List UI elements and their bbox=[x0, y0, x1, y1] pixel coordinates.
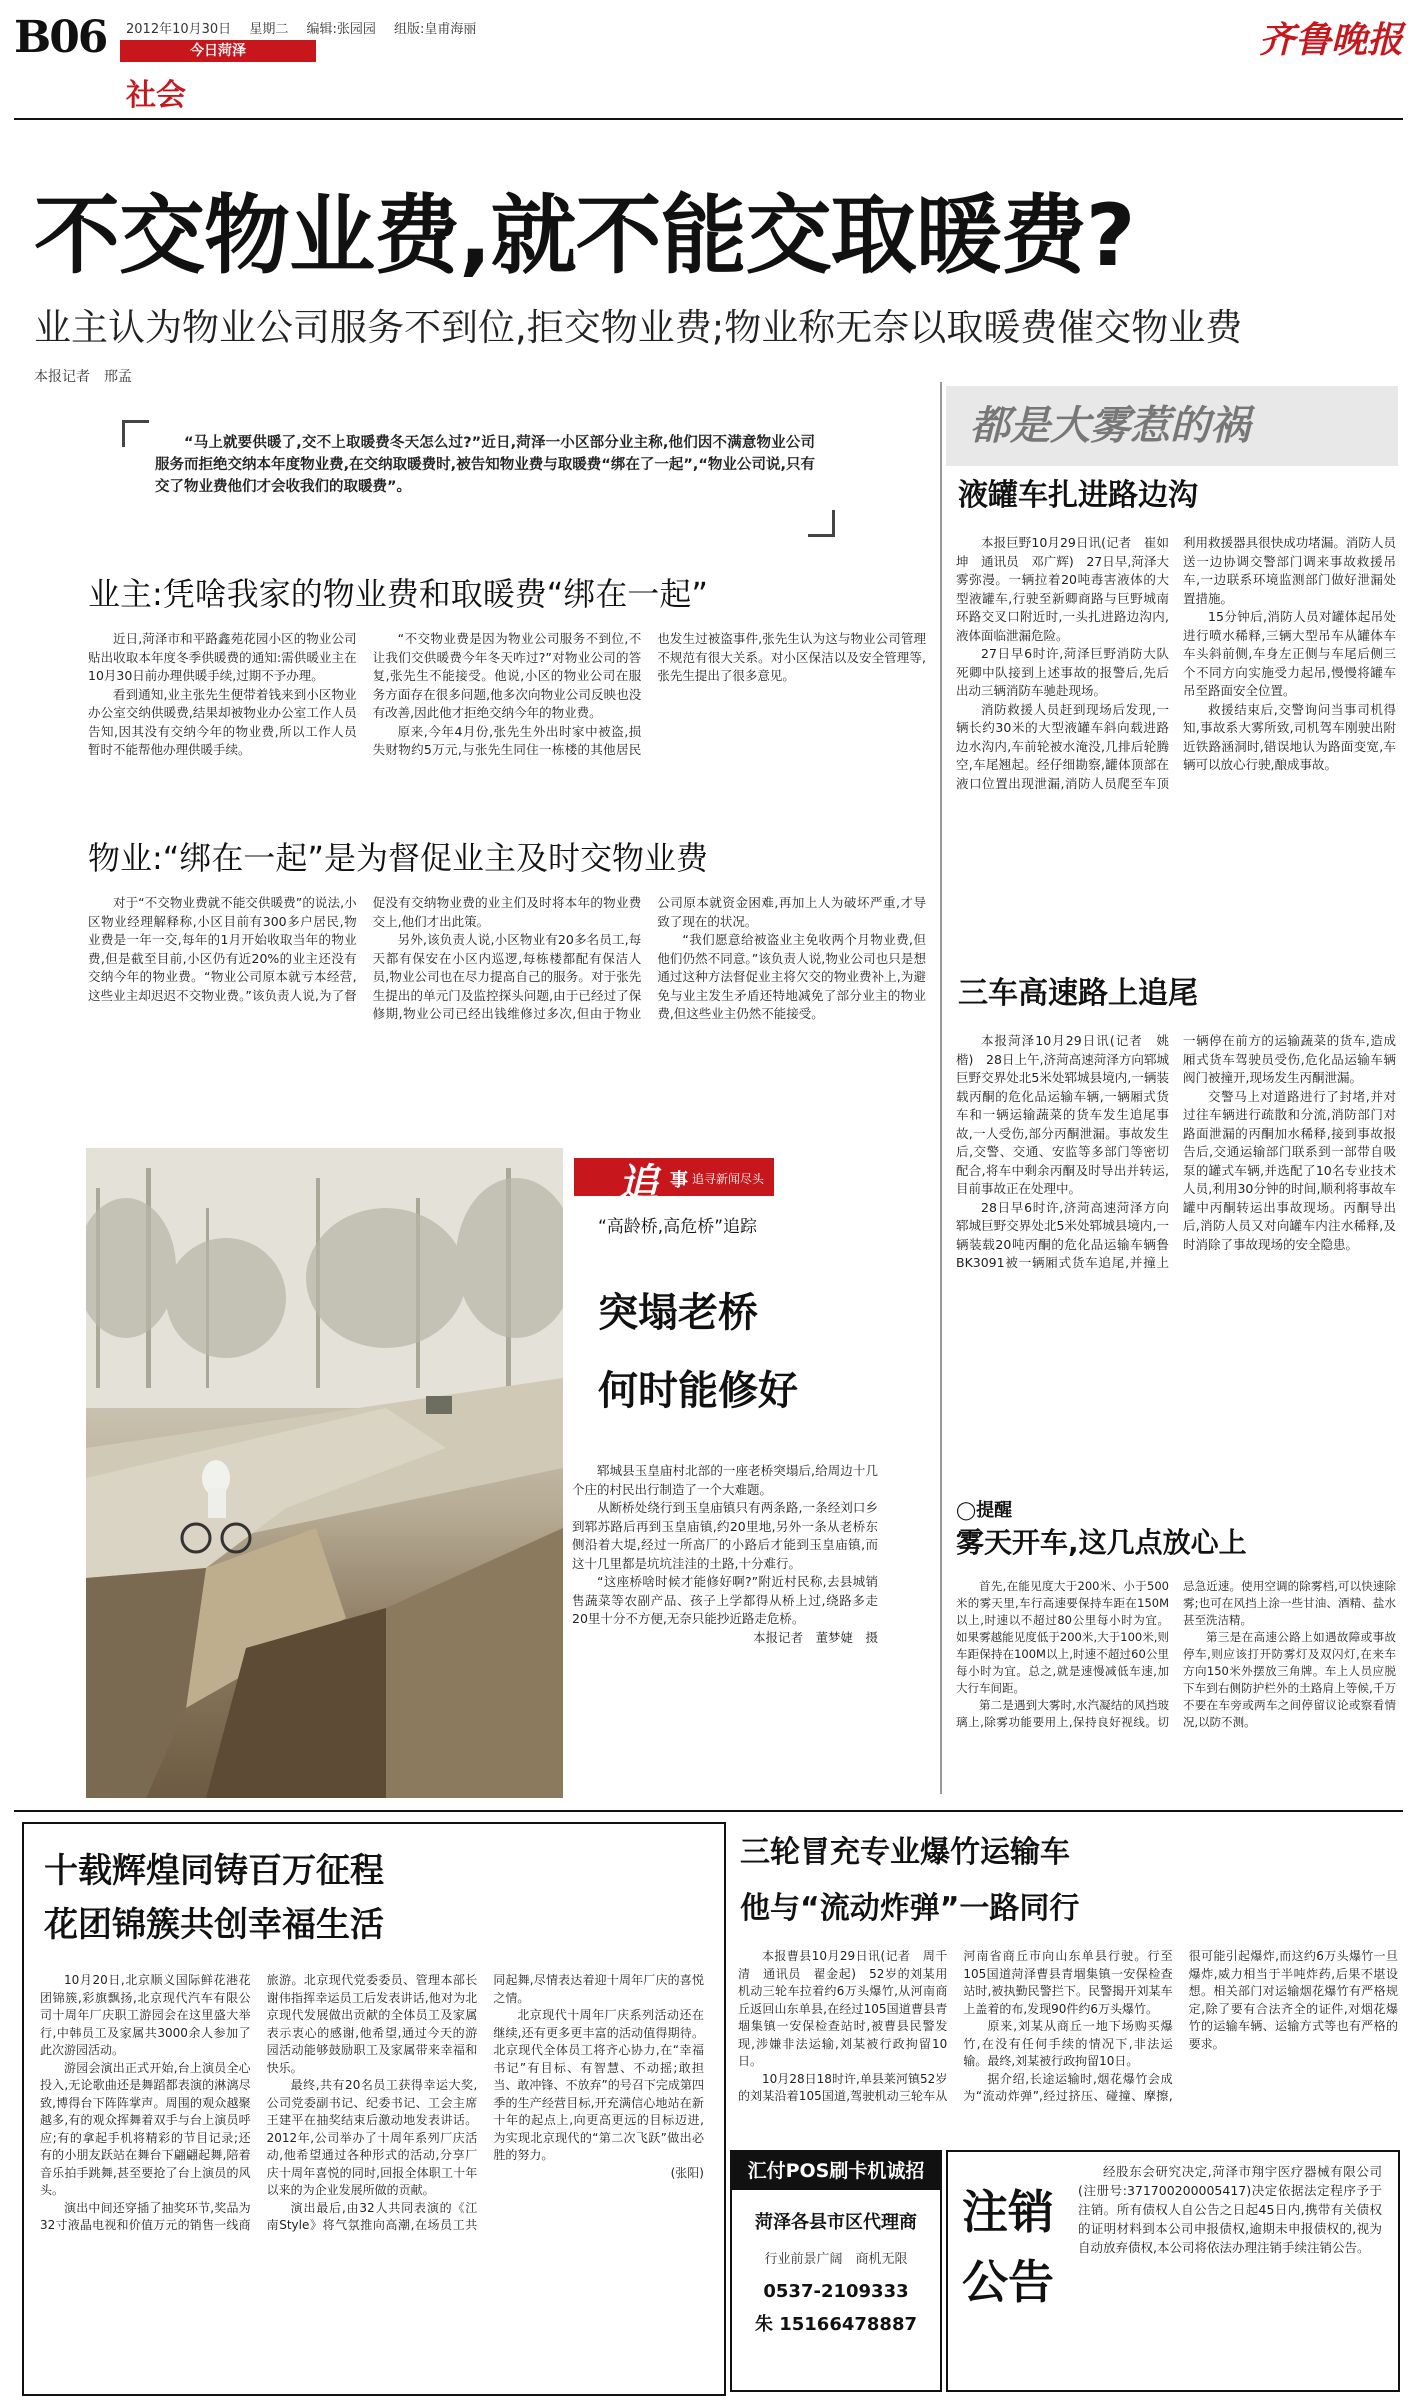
tip-paragraph: 第二是遇到大雾时,水汽凝结的风挡玻璃上,除雾功能要用上,保持良好视线。切忌急近速。使用空调的除雾档,可以快速除雾;也可在风挡上涂一些甘油、酒精、盐水甚至洗洁精。 bbox=[956, 1579, 1396, 1729]
bottom-mid-paragraph: 原来,刘某从商丘一地下场购买爆竹,在没有任何手续的情况下,非法运输。最终,刘某被行政拘留10日。 bbox=[963, 2019, 1173, 2068]
bottom-left-title-line2: 花团锦簇共创幸福生活 bbox=[44, 1905, 384, 1945]
main-subhead: 业主认为物业公司服务不到位,拒交物业费;物业称无奈以取暖费催交物业费 bbox=[34, 306, 1243, 349]
feature-title-line1: 突塌老桥 bbox=[598, 1290, 758, 1336]
bottom-mid-paragraph: 据介绍,长途运输时,烟花爆竹会成为“流动炸弹”,经过挤压、碰撞、摩擦,很可能引起爆炸,而这约6万头爆竹一旦爆炸,威力相当于半吨炸药,后果不堪设想。相关部门对运输烟花爆竹有严格规定,除了要有合法齐全的证件,对烟花爆竹的运输车辆、运输方式等也有严格的要求。 bbox=[963, 1949, 1398, 2103]
notice-text: 经股东会研究决定,菏泽市翔宇医疗器械有限公司(注册号:371700200005417)决定依据法定程序予于注销。所有债权人自公告之日起45日内,携带有关债权的证明材料到本公司申报债权,逾期未申报债权的,视为自动放弃债权,本公司将依法办理注销手续注销公告。 bbox=[1078, 2164, 1382, 2255]
sidebar-divider bbox=[940, 382, 942, 1794]
layout-credit: 组版:皇甫海丽 bbox=[394, 22, 477, 37]
bottom-left-title-line1: 十载辉煌同铸百万征程 bbox=[44, 1851, 384, 1891]
pos-ad bbox=[730, 2150, 942, 2392]
bottom-mid-title-line1: 三轮冒充专业爆竹运输车 bbox=[740, 1835, 1070, 1870]
bottom-mid-paragraph: 10月28日18时许,单县莱河镇52岁的刘某沿着105国道,驾驶机动三轮车从河南省商丘市向山东单县行驶。行至105国道菏泽曹县青堌集镇一安保检查站时,被执勤民警拦下。民警揭开刘某车上盖着的布,发现90件约6万头爆竹。 bbox=[738, 1949, 1173, 2103]
bottom-left-paragraph: 10月20日,北京顺义国际鲜花港花团锦簇,彩旗飘扬,北京现代汽车有限公司十周年厂庆职工游园会在这里盛大举行,中韩员工及家属共3000余人参加了此次游园活动。 bbox=[40, 1973, 251, 2057]
bottom-mid-title-line2: 他与“流动炸弹”一路同行 bbox=[740, 1891, 1080, 1926]
section1-body bbox=[88, 630, 926, 826]
story1-paragraph: 27日早6时许,菏泽巨野消防大队死卿中队接到上述事故的报警后,先后出动三辆消防车驰赴现场。 bbox=[956, 646, 1169, 698]
bottom-mid-body bbox=[738, 1948, 1398, 2138]
section2-paragraph: “我们愿意给被盗业主免收两个月物业费,但他们仍然不同意。”该负责人说,物业公司也只是想通过这种方法督促业主将欠交的物业费补上,为避免与业主发生矛盾还特地减免了部分业主的物业费,但这些业主仍然不能接受。 bbox=[657, 932, 926, 1021]
newspaper-logo: 齐鲁晚报 bbox=[1258, 19, 1403, 61]
section1-label: 业主: bbox=[88, 575, 163, 613]
story2-paragraph: 交警马上对道路进行了封堵,并对过往车辆进行疏散和分流,消防部门对路面泄漏的丙酮加水稀释,接到事故报告后,交通运输部门联系到一部带自吸泵的罐式车辆,并选配了10名专业技术人员,利用30分钟的时间,顺利将事故车罐中丙酮转运出事故现场。丙酮导出后,消防人员又对向罐车内注水稀释,及时消除了事故现场的安全隐患。 bbox=[1183, 1088, 1396, 1252]
quote-bracket-open bbox=[122, 420, 149, 447]
section1-paragraph: 看到通知,业主张先生便带着钱来到小区物业办公室交纳供暖费,结果却被物业办公室工作人员告知,因其没有交纳今年的物业费,所以工作人员暂时不能帮他办理供暖手续。 bbox=[88, 686, 357, 757]
bridge-photo bbox=[86, 1148, 563, 1798]
feature-series: “高龄桥,高危桥”追踪 bbox=[598, 1217, 758, 1237]
section1-heading bbox=[88, 574, 928, 614]
feature-body bbox=[572, 1462, 878, 1647]
feature-paragraph: 从断桥处绕行到玉皇庙镇只有两条路,一条经刘口乡到郓苏路后再到玉皇庙镇,约20里地,另外一条从老桥东侧沿着大堤,经过一所高厂的小路后才能到玉皇庙镇,而这十几里都是坑坑洼洼的土路,十分难行。 bbox=[572, 1500, 878, 1571]
pos-ad-phone1: 0537-2109333 bbox=[763, 2281, 909, 2302]
section2-paragraph: 另外,该负责人说,小区物业有20多名员工,每天都有保安在小区内巡逻,每栋楼都配有保洁人员,物业公司也在尽力提高自己的服务。对于张先生提出的单元门及监控探头问题,由于已经过了保修期,物业公司已经出钱维修过多次,但由于物业公司原本就资金困难,再加上人为破坏严重,才导致了现在的状况。 bbox=[372, 895, 926, 1021]
tip-title: 雾天开车,这几点放心上 bbox=[956, 1526, 1247, 1559]
feature-title-line2: 何时能修好 bbox=[598, 1368, 798, 1414]
story1-paragraph: 本报巨野10月29日讯(记者 崔如坤 通讯员 邓广辉) 27日早,菏泽大雾弥漫。一辆拉着20吨毒害液体的大型液罐车,行驶至新卿商路与巨野城南环路交叉口附近时,一头扎进路边沟内,液体面临泄漏危险。 bbox=[956, 535, 1169, 643]
story1-title: 液罐车扎进路边沟 bbox=[958, 478, 1198, 513]
editor-credit: 编辑:张园园 bbox=[306, 22, 376, 37]
bottom-left-credit: (张阳) bbox=[670, 2165, 704, 2180]
feature-credit: 本报记者 董梦婕 摄 bbox=[752, 1629, 878, 1645]
section1-paragraph: “不交物业费是因为物业公司服务不到位,不让我们交供暖费今年冬天咋过?”对物业公司的答复,张先生不能接受。他说,小区的物业公司在服务方面存在很多问题,他多次向物业公司反映也没有改善,因此他才拒绝交纳今年的物业费。 bbox=[372, 631, 642, 720]
story1-body bbox=[956, 534, 1396, 984]
issue-date: 2012年10月30日 bbox=[126, 22, 232, 37]
section1-paragraph: 近日,菏泽市和平路鑫苑花园小区的物业公司贴出收取本年度冬季供暖费的通知:需供暖业主在10月30日前办理供暖手续,过期不予办理。 bbox=[88, 631, 357, 683]
page-number: B06 bbox=[14, 12, 107, 63]
bottom-left-paragraph: 演出中间还穿插了抽奖环节,奖品为32寸液晶电视和价值万元的销售一线商旅游。北京现代党委委员、管理本部长谢伟指挥幸运员工后发表讲话,他对为北京现代发展做出贡献的全体员工及家属表示衷心的感谢,他希望,通过今天的游园活动能够鼓励职工及家属带来幸福和快乐。 bbox=[40, 1973, 478, 2232]
notice-title-line1: 注销 bbox=[962, 2185, 1054, 2239]
pos-ad-slogan: 行业前景广阔 商机无限 bbox=[764, 2252, 908, 2267]
quote-bracket-close bbox=[808, 510, 835, 537]
lower-divider bbox=[14, 1810, 1403, 1812]
issue-weekday: 星期二 bbox=[249, 22, 289, 37]
pos-ad-phone2: 朱 15166478887 bbox=[754, 2314, 918, 2335]
main-byline: 本报记者 邢孟 bbox=[34, 369, 132, 385]
bottom-left-paragraph: 最终,共有20名员工获得幸运大奖,公司党委副书记、纪委书记、工会主席王建平在抽奖结束后激动地发表讲话。2012年,公司举办了十周年系列厂庆活动,他希望通过各种形式的活动,分享厂庆十周年喜悦的同时,回报全体职工十年以来的为企业发展所做的贡献。 bbox=[266, 2078, 478, 2197]
story1-paragraph: 救援结束后,交警询问当事司机得知,事故系大雾所致,司机驾车刚驶出附近铁路涵洞时,错误地认为路面变宽,车辆可以放心行驶,酿成事故。 bbox=[1183, 701, 1396, 772]
section2-paragraph: 对于“不交物业费就不能交供暖费”的说法,小区物业经理解释称,小区目前有300多户居民,物业费是一年一交,每年的1月开始收取当年的物业费,但是截至目前,小区仍有近20%的业主还没有交纳今年的物业费。“物业公司原本就亏本经营,这些业主却迟迟不交物业费。”该负责人说,为了督促没有交纳物业费的业主们及时将本年的物业费交上,他们才出此策。 bbox=[88, 895, 642, 1003]
story1-paragraph: 15分钟后,消防人员对罐体起吊处进行喷水稀释,三辆大型吊车从罐体车车头斜前侧,车身左正侧与车尾后侧三个不同方向实施受力起吊,慢慢将罐车吊至路面安全位置。 bbox=[1183, 609, 1396, 698]
section2-title: “绑在一起”是为督促业主及时交物业费 bbox=[162, 839, 708, 877]
tip-icon: ◯ bbox=[956, 1500, 977, 1521]
notice-ad bbox=[946, 2150, 1400, 2392]
feature-paragraph: “这座桥啥时候才能修好啊?”附近村民称,去县城销售蔬菜等农副产品、孩子上学都得从桥上过,绕路多走20里十分不方便,无奈只能抄近路走危桥。 bbox=[572, 1574, 878, 1626]
lead-paragraph: “马上就要供暖了,交不上取暖费冬天怎么过?”近日,菏泽一小区部分业主称,他们因不满意物业公司服务而拒绝交纳本年度物业费,在交纳取暖费时,被告知物业费与取暖费“绑在了一起”,“物业公司说,只有交了物业费他们才会收我们的取暖费”。 bbox=[155, 435, 815, 495]
tip-paragraph: 第三是在高速公路上如遇故障或事故停车,则应该打开防雾灯及双闪灯,在来车方向150米外摆放三角牌。车上人员应脱下车到右侧防护栏外的土路肩上等候,千万不要在车旁或两车之间停留议论或察看情况,以防不测。 bbox=[1183, 1630, 1396, 1729]
sidebar-banner: 都是大雾惹的祸 bbox=[970, 403, 1250, 449]
section1-title: 凭啥我家的物业费和取暖费“绑在一起” bbox=[162, 575, 708, 613]
feature-tag-sub: 追寻新闻尽头 bbox=[692, 1172, 765, 1186]
pos-ad-subtitle: 菏泽各县市区代理商 bbox=[755, 2212, 917, 2233]
story2-paragraph: 28日早6时许,济菏高速菏泽方向郓城巨野交界处北5米处郓城县境内,一辆装载20吨丙酮的危化品运输车辆鲁BK3091被一辆厢式货车追尾,并撞上一辆停在前方的运输蔬菜的货车,造成厢式货车驾驶员受伤,危化品运输车辆阀门被撞开,现场发生丙酮泄漏。 bbox=[956, 1033, 1396, 1270]
bottom-left-paragraph: 演出最后,由32人共同表演的《江南Style》将气氛推向高潮,在场员工共同起舞,尽情表达着迎十周年厂庆的喜悦之情。 bbox=[266, 1973, 704, 2232]
main-headline: 不交物业费,就不能交取暖费? bbox=[34, 186, 1135, 286]
bottom-left-paragraph: 北京现代十周年厂庆系列活动还在继续,还有更多更丰富的活动值得期待。北京现代全体员工将齐心协力,在“幸福书记”有目标、有智慧、不动摇;敢担当、敢冲锋、不放弃”的号召下完成第四季的生产经营目标,开充满信心地站在新十年的起点上,向更高更远的目标迈进,为实现北京现代的“第二次飞跃”做出必胜的努力。 bbox=[493, 2008, 704, 2162]
tip-label-text: 提醒 bbox=[976, 1500, 1013, 1521]
bottom-left-paragraph: 游园会演出正式开始,台上演员全心投入,无论歌曲还是舞蹈都表演的淋漓尽致,博得台下阵阵掌声。周围的观众越聚越多,有的观众挥舞着双手与台上演员呼应;有的拿起手机将精彩的节目记录;还有的小朋友跃站在舞台下翩翩起舞,陪着音乐拍手跳舞,甚至要抢了台上演员的风头。 bbox=[40, 2060, 251, 2197]
section1-paragraph: 原来,今年4月份,张先生外出时家中被盗,损失财物约5万元,与张先生同住一栋楼的其他居民也发生过被盗事件,张先生认为这与物业公司管理不规范有很大关系。对小区保洁以及安全管理等,张先生提出了很多意见。 bbox=[372, 631, 926, 757]
story1-paragraph: 消防救援人员赶到现场后发现,一辆长约30米的大型液罐车斜向载进路边水沟内,车前轮被水淹没,几排后轮腾空,车尾翘起。经仔细勘察,罐体顶部在液口位置出现泄漏,消防人员爬至车顶利用救援器具很快成功堵漏。消防人员送一边协调交警部门调来事故救援吊车,一边联系环境监测部门做好泄漏处置措施。 bbox=[956, 535, 1396, 791]
bridge-photo-illustration bbox=[86, 1148, 563, 1798]
feature-tag-small: 事 bbox=[670, 1170, 688, 1191]
feature-paragraph: 郓城县玉皇庙村北部的一座老桥突塌后,给周边十几个庄的村民出行制造了一个大难题。 bbox=[572, 1463, 878, 1497]
tip-paragraph: 首先,在能见度大于200米、小于500米的雾天里,车行高速要保持车距在150M以上,时速以不超过80公里每小时为宜。如果雾越能见度低于200米,大于100米,则车距保持在100M以上,时速不超过60公里每小时为宜。总之,就是速慢减低车速,加大行车间距。 bbox=[956, 1579, 1169, 1695]
section2-label: 物业: bbox=[88, 839, 163, 877]
section-name: 社会 bbox=[126, 78, 186, 113]
story2-paragraph: 本报菏泽10月29日讯(记者 姚楷) 28日上午,济菏高速菏泽方向郓城巨野交界处北5米处郓城县境内,一辆装载丙酮的危化品运输车辆,一辆厢式货车和一辆运输蔬菜的货车发生追尾事故,一人受伤,部分丙酮泄漏。事故发生后,交警、交通、安监等多部门等密切配合,将车中剩余丙酮及时导出并转运,目前事故正在处理中。 bbox=[956, 1033, 1169, 1196]
feature-tag bbox=[574, 1158, 774, 1207]
story2-body bbox=[956, 1032, 1396, 1482]
feature-tag-banner bbox=[574, 1158, 774, 1207]
tip-body bbox=[956, 1578, 1396, 1798]
notice-title-line2: 公告 bbox=[962, 2255, 1054, 2309]
section2-heading bbox=[88, 838, 928, 878]
story2-title: 三车高速路上追尾 bbox=[958, 976, 1198, 1011]
section2-body bbox=[88, 894, 926, 1110]
pos-ad-title: 汇付POS刷卡机诚招 bbox=[732, 2152, 940, 2190]
feature-tag-big: 追 bbox=[618, 1160, 658, 1207]
tip-label bbox=[956, 1496, 1012, 1522]
header-divider bbox=[14, 118, 1403, 120]
header-meta bbox=[126, 18, 490, 37]
bottom-left-body bbox=[40, 1972, 704, 2382]
section-tag: 今日菏泽 bbox=[120, 40, 316, 62]
bottom-mid-paragraph: 本报曹县10月29日讯(记者 周千清 通讯员 翟金起) 52岁的刘某用机动三轮车拉着约6万头爆竹,从河南商丘返回山东单县,在经过105国道曹县青堌集镇一安保检查站时,被曹县民警发现,涉嫌非法运输,刘某被行政拘留10日。 bbox=[738, 1949, 948, 2068]
